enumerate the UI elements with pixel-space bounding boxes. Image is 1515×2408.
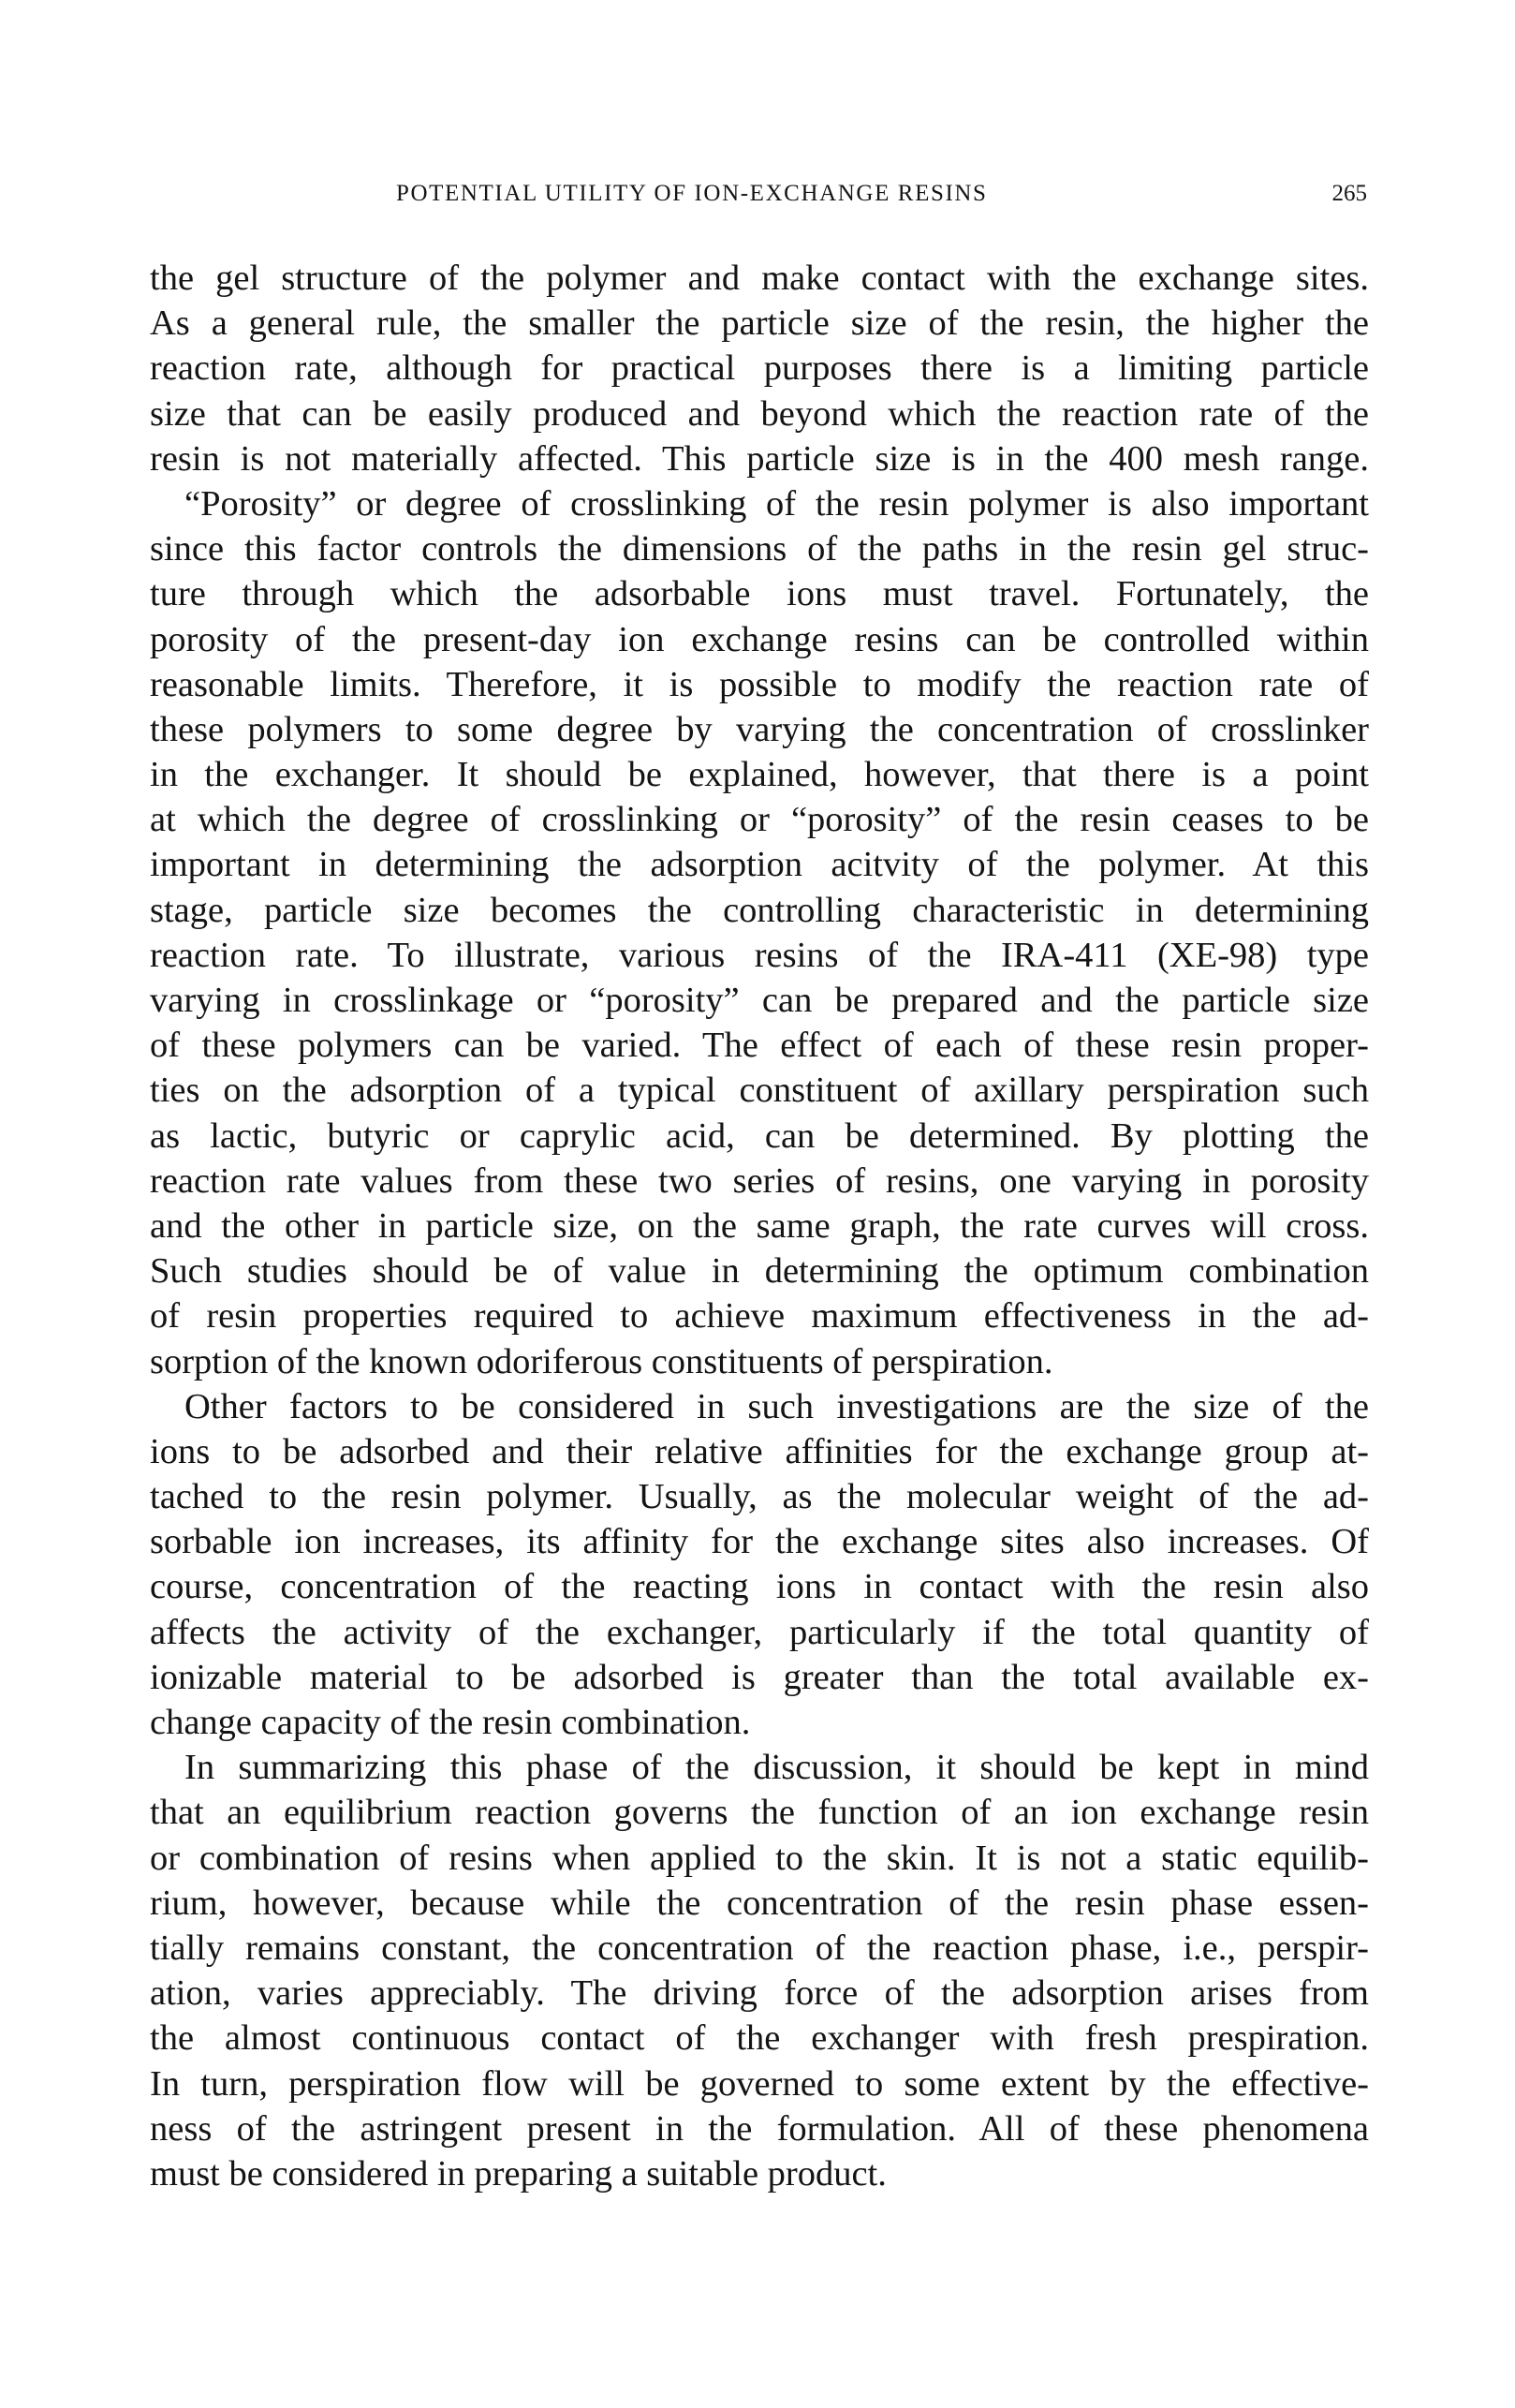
text-line: sorbable ion increases, its affinity for the exchange sites also increases. Of xyxy=(150,1522,1369,1562)
text-line: Such studies should be of value in determining the optimum combination xyxy=(150,1251,1369,1292)
text-line: the almost continuous contact of the exchanger with fresh prespiration. xyxy=(150,2018,1369,2059)
paragraph-3 xyxy=(150,1384,1369,1746)
text-line: change capacity of the resin combination. xyxy=(150,1703,751,1742)
text-line: size that can be easily produced and beyond which the reaction rate of the xyxy=(150,393,1369,434)
running-header xyxy=(150,180,1369,208)
text-line: ionizable material to be adsorbed is greater than the total available ex- xyxy=(150,1657,1369,1697)
text-line: ation, varies appreciably. The driving force of the adsorption arises from xyxy=(150,1973,1369,2014)
text-line: In summarizing this phase of the discussion, it should be kept in mind xyxy=(184,1748,1369,1788)
paragraph-1 xyxy=(150,256,1369,481)
text-line: As a general rule, the smaller the particle size of the resin, the higher the xyxy=(150,303,1369,344)
text-line: ness of the astringent present in the formulation. All of these phenomena xyxy=(150,2108,1369,2149)
text-line: in the exchanger. It should be explained, however, that there is a point xyxy=(150,755,1369,795)
text-line: sorption of the known odoriferous constituents of perspiration. xyxy=(150,1341,1053,1381)
text-line: Other factors to be considered in such investigations are the size of the xyxy=(184,1386,1369,1426)
text-line: ture through which the adsorbable ions must travel. Fortunately, the xyxy=(150,574,1369,614)
text-line: stage, particle size becomes the controlling characteristic in determining xyxy=(150,890,1369,930)
text-line: reaction rate. To illustrate, various resins of the IRA-411 (XE-98) type xyxy=(150,935,1369,975)
text-line: course, concentration of the reacting ions in contact with the resin also xyxy=(150,1567,1369,1607)
text-line: of these polymers can be varied. The effect of each of these resin proper- xyxy=(150,1026,1369,1066)
body-text xyxy=(150,256,1369,2196)
text-line: rium, however, because while the concentration of the resin phase essen- xyxy=(150,1883,1369,1923)
text-line: and the other in particle size, on the same graph, the rate curves will cross. xyxy=(150,1205,1369,1246)
text-line: since this factor controls the dimensions of the paths in the resin gel struc- xyxy=(150,529,1369,569)
text-line: reaction rate values from these two series of resins, one varying in porosity xyxy=(150,1160,1369,1201)
page-number: 265 xyxy=(1331,181,1367,206)
text-line: “Porosity” or degree of crosslinking of the resin polymer is also important xyxy=(184,483,1369,524)
text-line: must be considered in preparing a suitable product. xyxy=(150,2153,887,2194)
running-title: POTENTIAL UTILITY OF ION-EXCHANGE RESINS xyxy=(396,181,988,206)
paragraph-2 xyxy=(150,481,1369,1384)
text-line: affects the activity of the exchanger, particularly if the total quantity of xyxy=(150,1612,1369,1652)
text-line: or combination of resins when applied to the skin. It is not a static equilib- xyxy=(150,1838,1369,1878)
text-line: of resin properties required to achieve maximum effectiveness in the ad- xyxy=(150,1296,1369,1337)
text-line: reasonable limits. Therefore, it is possible to modify the reaction rate of xyxy=(150,664,1369,704)
text-line: the gel structure of the polymer and make contact with the exchange sites. xyxy=(150,259,1369,298)
paragraph-4 xyxy=(150,1745,1369,2196)
text-line: at which the degree of crosslinking or “porosity” of the resin ceases to be xyxy=(150,800,1369,840)
text-line: as lactic, butyric or caprylic acid, can be determined. By plotting the xyxy=(150,1115,1369,1156)
text-line: In turn, perspiration flow will be governed to some extent by the effective- xyxy=(150,2063,1369,2104)
text-line: important in determining the adsorption acitvity of the polymer. At this xyxy=(150,845,1369,885)
text-line: these polymers to some degree by varying the concentration of crosslinker xyxy=(150,709,1369,749)
text-line: reaction rate, although for practical purposes there is a limiting particle xyxy=(150,348,1369,389)
text-line: ions to be adsorbed and their relative affinities for the exchange group at- xyxy=(150,1431,1369,1471)
text-line: tached to the resin polymer. Usually, as the molecular weight of the ad- xyxy=(150,1477,1369,1517)
text-line: varying in crosslinkage or “porosity” can be prepared and the particle size xyxy=(150,981,1369,1020)
text-line: tially remains constant, the concentration of the reaction phase, i.e., perspir- xyxy=(150,1928,1369,1968)
text-line: ties on the adsorption of a typical constituent of axillary perspiration such xyxy=(150,1071,1369,1111)
text-line: resin is not materially affected. This particle size is in the 400 mesh range. xyxy=(150,438,1369,479)
text-line: porosity of the present-day ion exchange resins can be controlled within xyxy=(150,619,1369,659)
text-line: that an equilibrium reaction governs the function of an ion exchange resin xyxy=(150,1793,1369,1833)
